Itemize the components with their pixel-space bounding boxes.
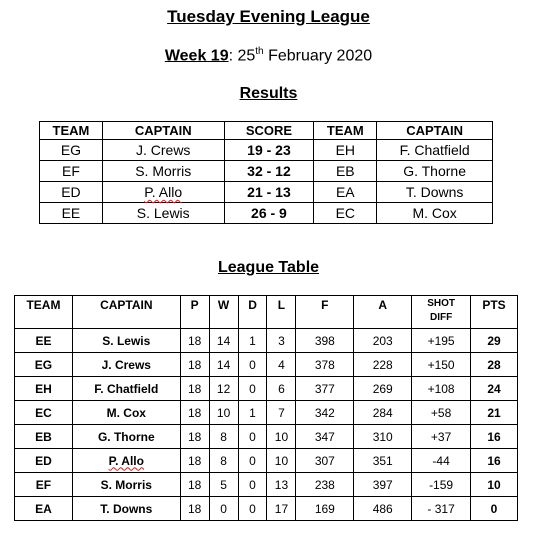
played: 18 [180, 449, 209, 473]
home-captain: S. Lewis [102, 203, 224, 224]
shot-diff: +150 [412, 353, 471, 377]
lost: 7 [267, 401, 296, 425]
shots-for: 238 [296, 473, 354, 497]
score: 32 - 12 [224, 161, 314, 182]
score: 19 - 23 [224, 140, 314, 161]
lost: 10 [267, 449, 296, 473]
league-header-against: A [354, 296, 412, 329]
lost: 4 [267, 353, 296, 377]
shots-for: 347 [296, 425, 354, 449]
shots-for: 342 [296, 401, 354, 425]
team: EG [15, 353, 73, 377]
won: 0 [209, 497, 238, 521]
shots-against: 269 [354, 377, 412, 401]
played: 18 [180, 425, 209, 449]
team: EE [15, 329, 73, 353]
league-row [15, 425, 518, 449]
drawn: 0 [238, 473, 267, 497]
drawn: 1 [238, 401, 267, 425]
home-team: EG [40, 140, 103, 161]
away-team: EC [314, 203, 377, 224]
results-header-away-captain: CAPTAIN [377, 122, 493, 140]
shots-against: 284 [354, 401, 412, 425]
shot-diff: +37 [412, 425, 471, 449]
league-header-lost: L [267, 296, 296, 329]
played: 18 [180, 497, 209, 521]
drawn: 0 [238, 425, 267, 449]
home-captain: S. Morris [102, 161, 224, 182]
shots-for: 398 [296, 329, 354, 353]
away-captain: G. Thorne [377, 161, 493, 182]
shots-for: 378 [296, 353, 354, 377]
league-header-captain: CAPTAIN [72, 296, 180, 329]
results-row [40, 203, 493, 224]
won: 12 [209, 377, 238, 401]
won: 8 [209, 425, 238, 449]
lost: 13 [267, 473, 296, 497]
captain [72, 449, 180, 473]
away-captain: M. Cox [377, 203, 493, 224]
lost: 10 [267, 425, 296, 449]
score: 26 - 9 [224, 203, 314, 224]
played: 18 [180, 401, 209, 425]
league-row [15, 353, 518, 377]
points: 16 [471, 425, 518, 449]
drawn: 0 [238, 497, 267, 521]
shots-for: 169 [296, 497, 354, 521]
league-row [15, 401, 518, 425]
home-captain-name: P. Allo [144, 184, 183, 200]
drawn: 0 [238, 353, 267, 377]
score: 21 - 13 [224, 182, 314, 203]
league-table-heading: League Table [217, 259, 320, 276]
week-date-suffix: th [255, 46, 264, 57]
away-team: EH [314, 140, 377, 161]
shots-against: 351 [354, 449, 412, 473]
points: 28 [471, 353, 518, 377]
shots-against: 310 [354, 425, 412, 449]
points: 21 [471, 401, 518, 425]
league-header-drawn: D [238, 296, 267, 329]
league-row [15, 377, 518, 401]
captain: T. Downs [72, 497, 180, 521]
league-header-row [15, 296, 518, 329]
lost: 17 [267, 497, 296, 521]
team: EH [15, 377, 73, 401]
results-header-score: SCORE [224, 122, 314, 140]
captain-name: P. Allo [108, 453, 144, 468]
shots-for: 307 [296, 449, 354, 473]
week-label: Week 19 [164, 47, 229, 65]
points: 16 [471, 449, 518, 473]
shot-diff: +195 [412, 329, 471, 353]
won: 14 [209, 353, 238, 377]
league-header-won: W [209, 296, 238, 329]
points: 24 [471, 377, 518, 401]
shot-diff-line1: SHOT [427, 298, 455, 309]
results-table [39, 121, 493, 224]
won: 10 [209, 401, 238, 425]
shots-against: 228 [354, 353, 412, 377]
league-header-shot-diff [412, 296, 471, 329]
team: EC [15, 401, 73, 425]
lost: 3 [267, 329, 296, 353]
week-line [0, 46, 537, 65]
shot-diff: +58 [412, 401, 471, 425]
drawn: 1 [238, 329, 267, 353]
won: 5 [209, 473, 238, 497]
team: ED [15, 449, 73, 473]
team: EF [15, 473, 73, 497]
shot-diff: - 317 [412, 497, 471, 521]
league-header-played: P [180, 296, 209, 329]
league-header-team: TEAM [15, 296, 73, 329]
played: 18 [180, 329, 209, 353]
captain: F. Chatfield [72, 377, 180, 401]
league-header-for: F [296, 296, 354, 329]
shots-against: 486 [354, 497, 412, 521]
shot-diff: -159 [412, 473, 471, 497]
points: 10 [471, 473, 518, 497]
home-captain [102, 182, 224, 203]
shots-for: 377 [296, 377, 354, 401]
team: EA [15, 497, 73, 521]
away-team: EA [314, 182, 377, 203]
shots-against: 203 [354, 329, 412, 353]
page-title: Tuesday Evening League [167, 7, 370, 26]
played: 18 [180, 473, 209, 497]
away-captain: T. Downs [377, 182, 493, 203]
shot-diff-line2: DIFF [429, 312, 453, 323]
played: 18 [180, 353, 209, 377]
results-header-row [40, 122, 493, 140]
captain: G. Thorne [72, 425, 180, 449]
home-captain: J. Crews [102, 140, 224, 161]
results-row [40, 182, 493, 203]
league-row [15, 497, 518, 521]
week-date-rest: February 2020 [263, 47, 373, 65]
results-header-away-team: TEAM [314, 122, 377, 140]
captain: J. Crews [72, 353, 180, 377]
won: 8 [209, 449, 238, 473]
played: 18 [180, 377, 209, 401]
shot-diff: -44 [412, 449, 471, 473]
results-row [40, 161, 493, 182]
lost: 6 [267, 377, 296, 401]
points: 29 [471, 329, 518, 353]
results-heading: Results [239, 85, 298, 102]
away-team: EB [314, 161, 377, 182]
league-row [15, 449, 518, 473]
won: 14 [209, 329, 238, 353]
results-header-home-team: TEAM [40, 122, 103, 140]
league-table [14, 295, 518, 521]
captain: S. Morris [72, 473, 180, 497]
shot-diff: +108 [412, 377, 471, 401]
league-row [15, 329, 518, 353]
captain: M. Cox [72, 401, 180, 425]
results-row [40, 140, 493, 161]
shots-against: 397 [354, 473, 412, 497]
points: 0 [471, 497, 518, 521]
week-date-day: : 25 [228, 47, 256, 65]
home-team: EE [40, 203, 103, 224]
results-header-home-captain: CAPTAIN [102, 122, 224, 140]
drawn: 0 [238, 377, 267, 401]
captain: S. Lewis [72, 329, 180, 353]
away-captain: F. Chatfield [377, 140, 493, 161]
league-row [15, 473, 518, 497]
home-team: EF [40, 161, 103, 182]
team: EB [15, 425, 73, 449]
league-header-points: PTS [471, 296, 518, 329]
home-team: ED [40, 182, 103, 203]
drawn: 0 [238, 449, 267, 473]
